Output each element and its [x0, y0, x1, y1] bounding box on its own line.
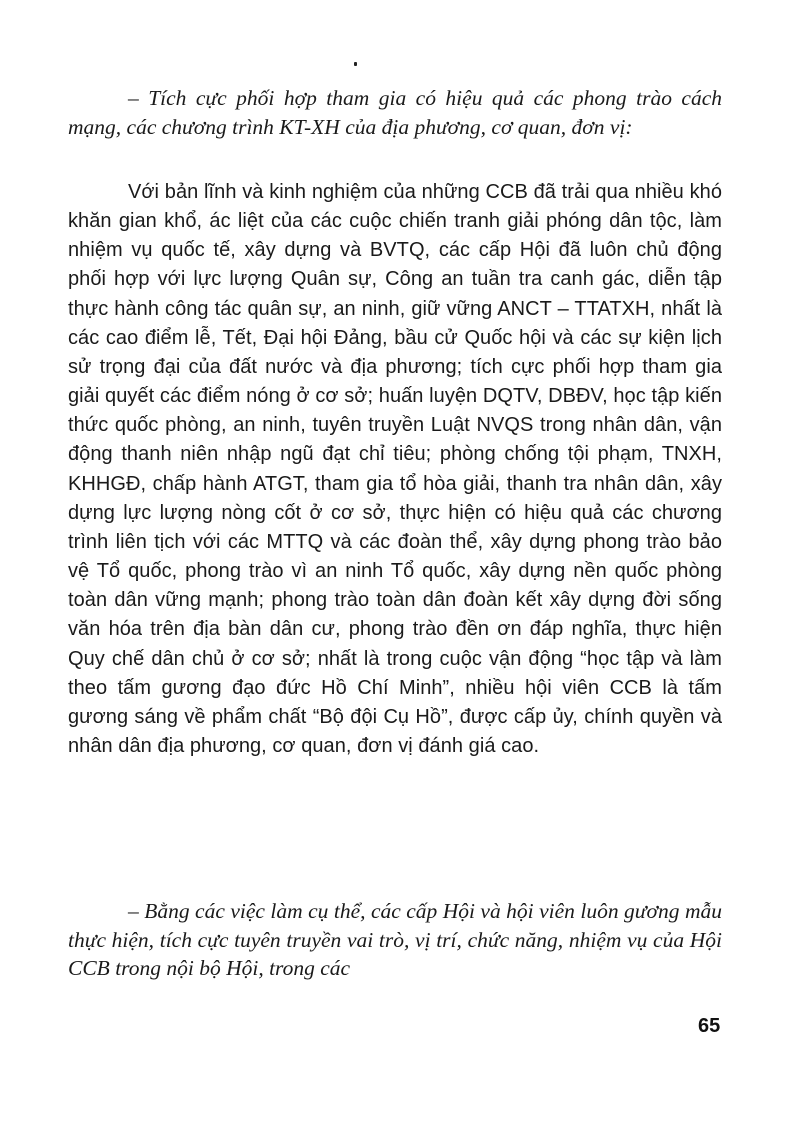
page-number: 65 — [698, 1015, 721, 1037]
italic-paragraph-intro — [68, 84, 722, 141]
paragraph-text: – Tích cực phối hợp tham gia có hiệu quả các phong trào cách mạng, các chương trình KT-XH của địa phương, cơ quan, đơn vị: — [68, 86, 722, 139]
italic-paragraph-continuation — [68, 897, 722, 983]
paragraph-text: Với bản lĩnh và kinh nghiệm của những CCB đã trải qua nhiều khó khăn gian khổ, ác liệt của các cuộc chiến tranh giải phóng dân tộc, làm nhiệm vụ quốc tế, xây dựng và BVTQ, các cấp Hội đã luôn chủ động phối hợp với lực lượng Quân sự, Công an tuần tra canh gác, diễn tập thực hành công tác quân sự, an ninh, giữ vững ANCT – TTATXH, nhất là các cao điểm lễ, Tết, Đại hội Đảng, bầu cử Quốc hội và các sự kiện lịch sử trọng đại của đất nước và địa phương; tích cực phối hợp tham gia giải quyết các điểm nóng ở cơ sở; huấn luyện DQTV, DBĐV, học tập kiến thức quốc phòng, an ninh, tuyên truyền Luật NVQS trong nhân dân, vận động thanh niên nhập ngũ đạt chỉ tiêu; phòng chống tội phạm, TNXH, KHHGĐ, chấp hành ATGT, tham gia tổ hòa giải, thanh tra nhân dân, xây dựng lực lượng nòng cốt ở cơ sở, thực hiện có hiệu quả các chương trình liên tịch với các MTTQ và các đoàn thể, xây dựng phong trào bảo vệ Tổ quốc, phong trào vì an ninh Tổ quốc, xây dựng nền quốc phòng toàn dân vững mạnh; phong trào toàn dân đoàn kết xây dựng đời sống văn hóa trên địa bàn dân cư, phong trào đền ơn đáp nghĩa, thực hiện Quy chế dân chủ ở cơ sở; nhất là trong cuộc vận động “học tập và làm theo tấm gương đạo đức Hồ Chí Minh”, nhiều hội viên CCB là tấm gương sáng về phẩm chất “Bộ đội Cụ Hồ”, được cấp ủy, chính quyền và nhân dân địa phương, cơ quan, đơn vị đánh giá cao. — [68, 181, 722, 757]
print-speck — [354, 62, 357, 66]
paragraph-text: – Bằng các việc làm cụ thể, các cấp Hội và hội viên luôn gương mẫu thực hiện, tích cực tuyên truyền vai trò, vị trí, chức năng, nhiệm vụ của Hội CCB trong nội bộ Hội, trong các — [68, 899, 722, 980]
body-paragraph — [68, 178, 722, 761]
